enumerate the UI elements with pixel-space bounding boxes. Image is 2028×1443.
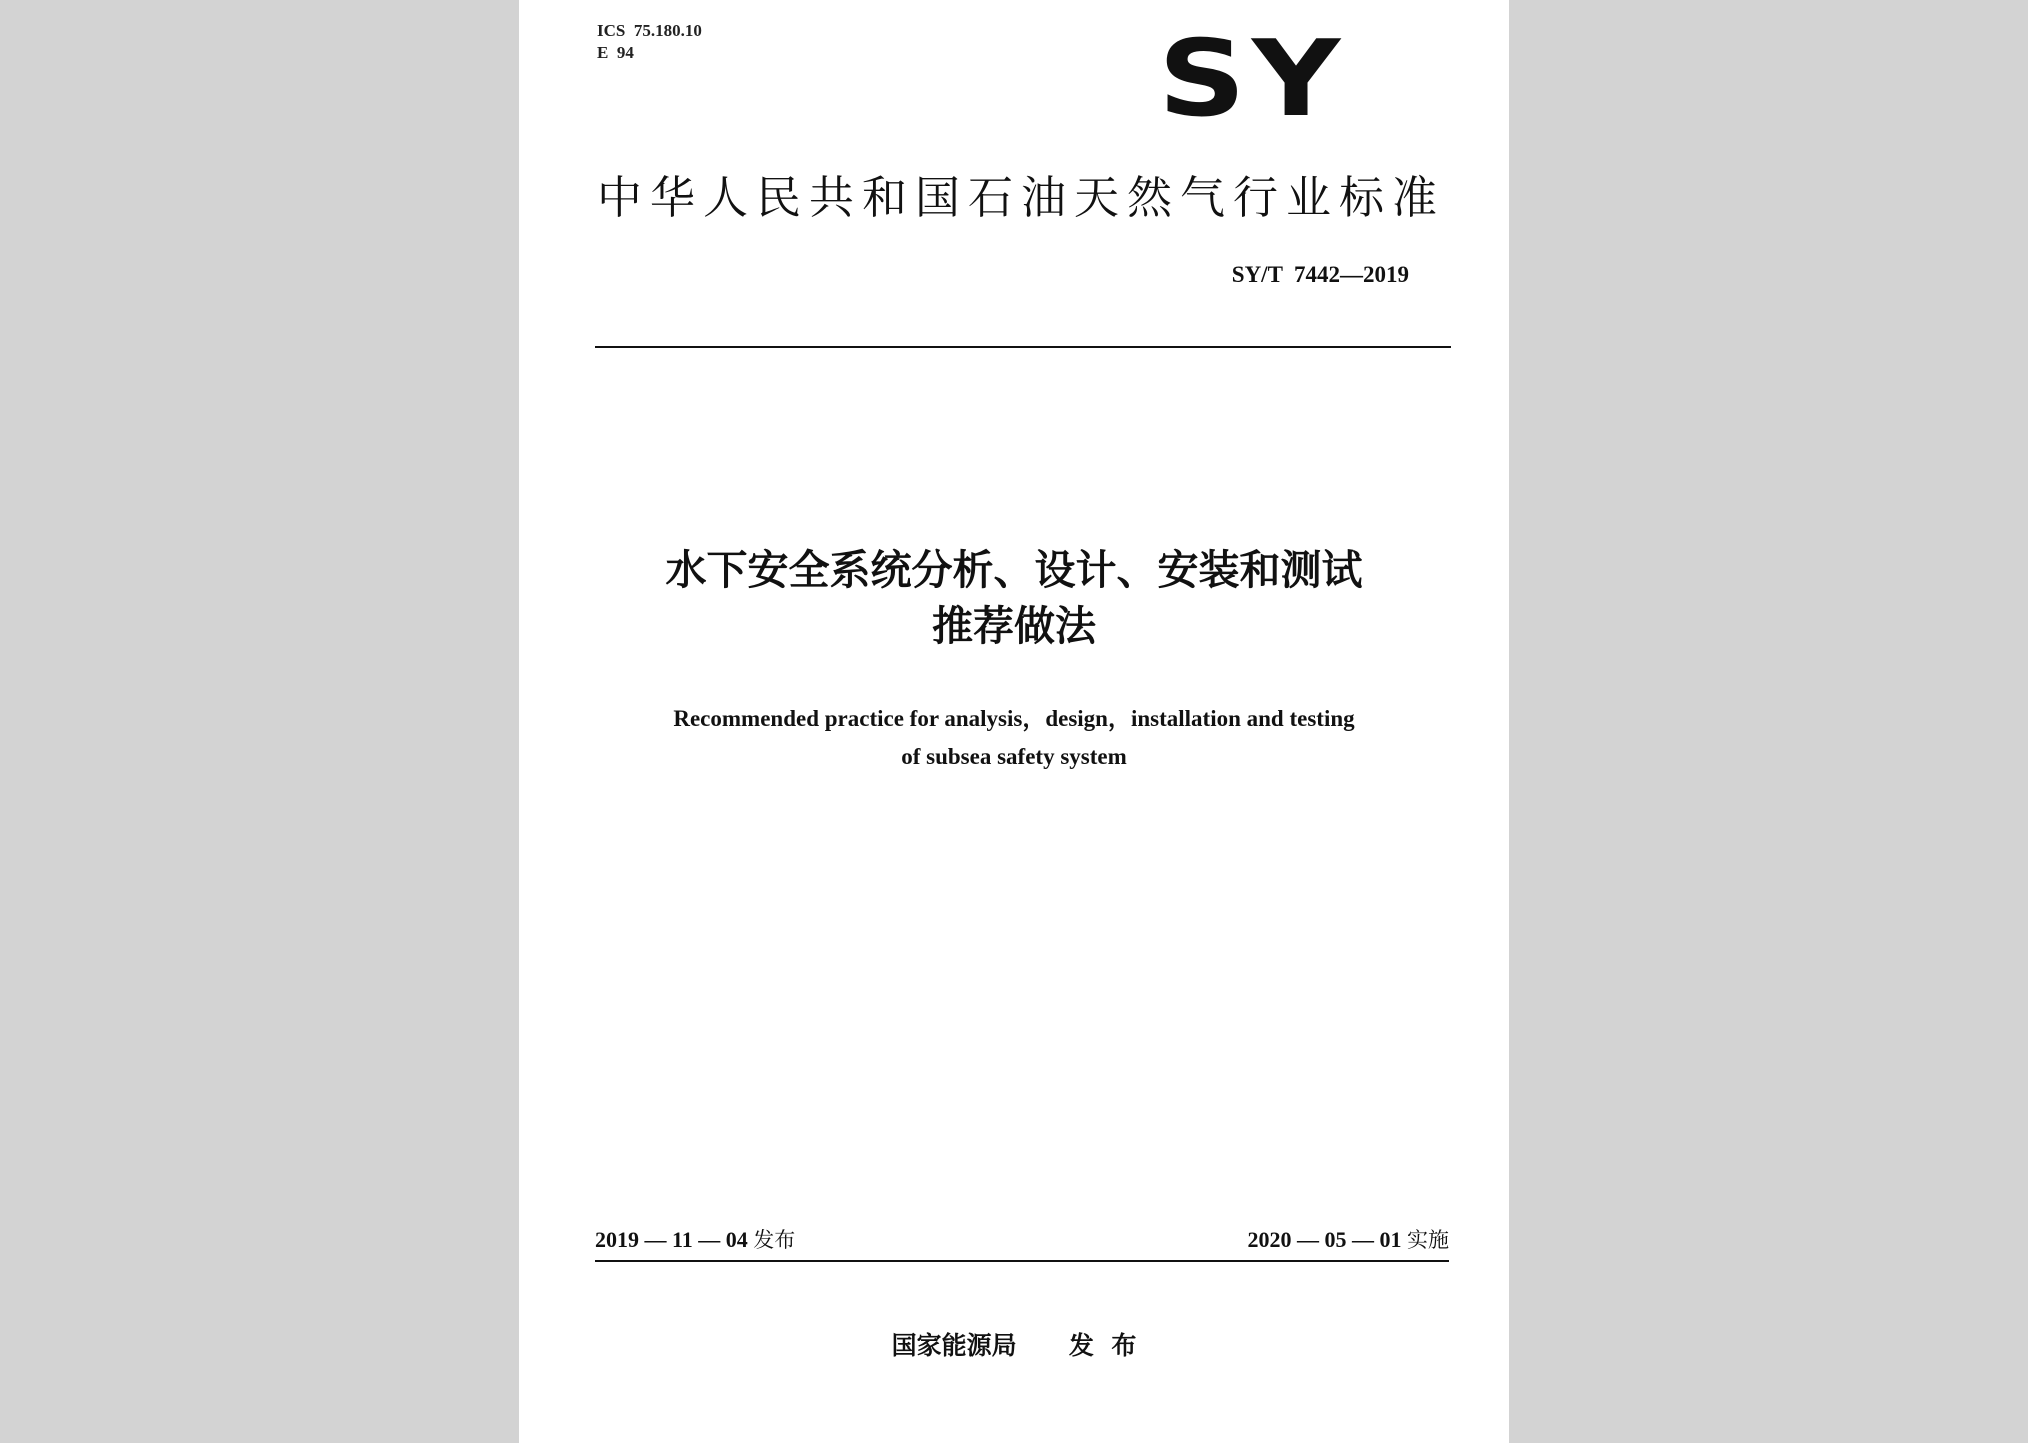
industry-standard-title: 中华人民共和国石油天然气行业标准: [597, 171, 1446, 224]
bottom-divider: [595, 1260, 1449, 1262]
chinese-title: [519, 542, 1509, 654]
sy-logo: SY: [1158, 17, 1347, 140]
publisher-line: [519, 1326, 1509, 1362]
top-divider: [595, 346, 1451, 348]
implement-label: 实施: [1407, 1228, 1449, 1252]
chinese-title-line-2: 推荐做法: [932, 602, 1096, 650]
issue-date-block: [595, 1224, 795, 1254]
implement-date: 2020 — 05 — 01: [1247, 1227, 1402, 1252]
english-title: [519, 700, 1509, 776]
ics-code: ICS 75.180.10: [597, 21, 702, 40]
document-page: [519, 0, 1509, 1443]
chinese-title-line-1: 水下安全系统分析、设计、安装和测试: [665, 546, 1363, 594]
english-title-line-2: of subsea safety system: [901, 744, 1127, 769]
publisher-action: 发 布: [1068, 1331, 1137, 1360]
classification-codes: [597, 20, 702, 64]
issue-label: 发布: [753, 1228, 796, 1252]
issue-date: 2019 — 11 — 04: [595, 1227, 748, 1252]
ccs-code: E 94: [597, 43, 634, 62]
standard-number: SY/T 7442—2019: [1231, 262, 1409, 287]
implement-date-block: [1248, 1224, 1450, 1254]
english-title-line-1: Recommended practice for analysis，design，installation and testing: [673, 706, 1355, 731]
publisher-name: 国家能源局: [891, 1331, 1017, 1360]
